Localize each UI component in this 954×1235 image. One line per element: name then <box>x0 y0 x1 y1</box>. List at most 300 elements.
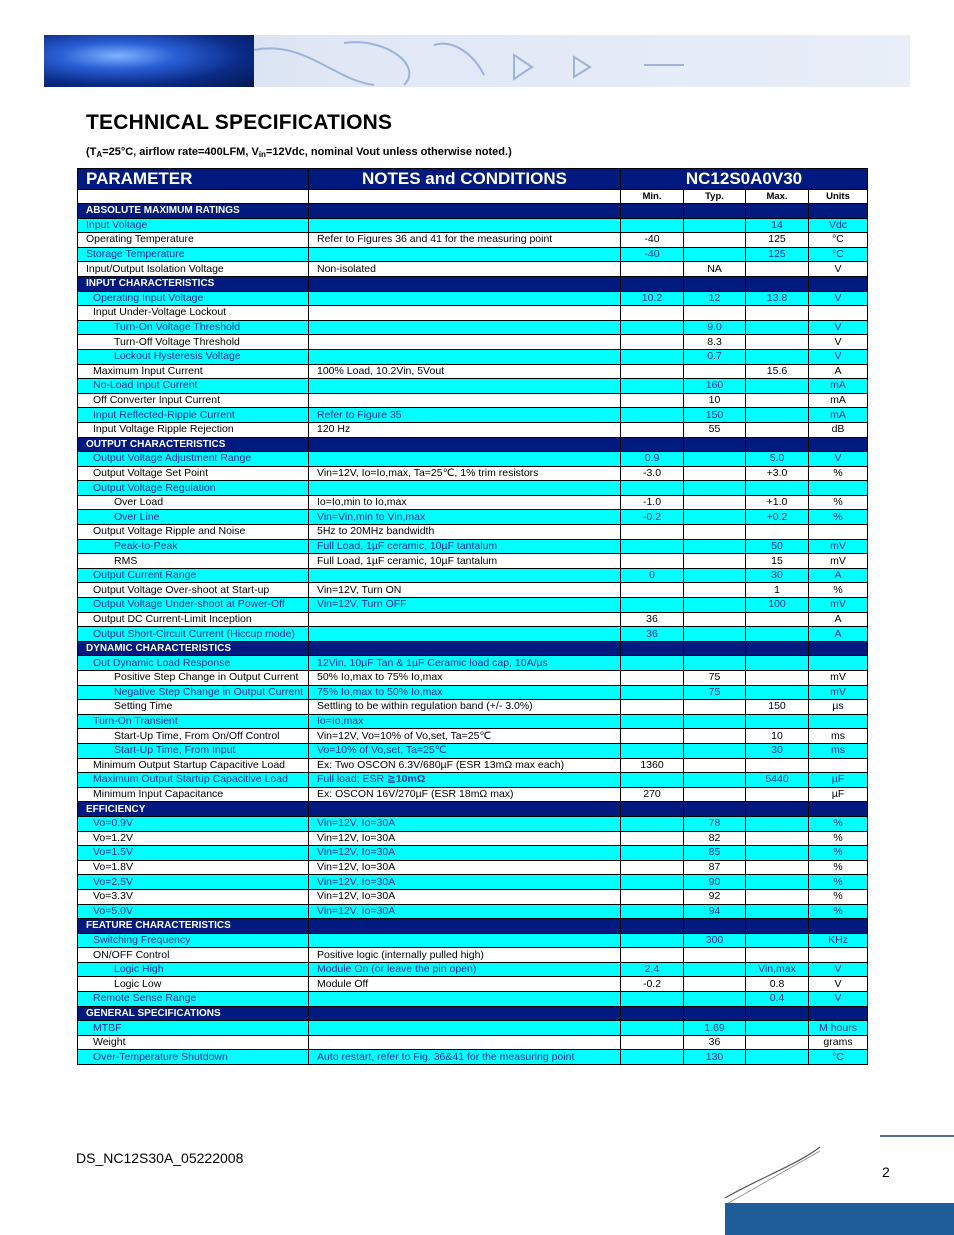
table-header-row <box>78 169 868 190</box>
units-cell: mA <box>809 379 868 394</box>
section-blank-cell <box>684 1006 746 1021</box>
typ-cell: 36 <box>684 1035 746 1050</box>
typ-cell <box>684 218 746 233</box>
table-row <box>78 656 868 671</box>
parameter-cell: Peak-to-Peak <box>78 539 309 554</box>
section-header-row <box>78 204 868 219</box>
max-cell <box>746 685 809 700</box>
notes-cell <box>309 933 621 948</box>
section-blank-cell <box>684 641 746 656</box>
notes-cell: Full Load, 1µF ceramic, 10µF tantalum <box>309 554 621 569</box>
table-row <box>78 291 868 306</box>
max-cell: 15.6 <box>746 364 809 379</box>
notes-cell <box>309 247 621 262</box>
footer-graphic <box>720 1133 954 1235</box>
notes-cell: Vin=12V, Turn OFF <box>309 598 621 613</box>
section-blank-cell <box>621 1006 684 1021</box>
table-row <box>78 787 868 802</box>
section-title: ABSOLUTE MAXIMUM RATINGS <box>78 204 309 219</box>
notes-cell <box>309 773 621 788</box>
min-cell <box>621 743 684 758</box>
notes-cell <box>309 393 621 408</box>
units-cell <box>809 948 868 963</box>
parameter-cell: Vo=3.3V <box>78 889 309 904</box>
units-cell: mV <box>809 539 868 554</box>
units-cell: A <box>809 568 868 583</box>
section-blank-cell <box>684 276 746 291</box>
min-cell <box>621 685 684 700</box>
units-cell: mV <box>809 598 868 613</box>
parameter-cell: Input Voltage Ripple Rejection <box>78 422 309 437</box>
section-blank-cell <box>746 204 809 219</box>
parameter-cell: Logic Low <box>78 977 309 992</box>
min-cell <box>621 335 684 350</box>
notes-cell <box>309 291 621 306</box>
parameter-cell: Operating Input Voltage <box>78 291 309 306</box>
max-cell <box>746 656 809 671</box>
notes-cell: Vin=12V, Io=Io,max, Ta=25℃, 1% trim resistors <box>309 466 621 481</box>
typ-cell: 9.0 <box>684 320 746 335</box>
section-title: GENERAL SPECIFICATIONS <box>78 1006 309 1021</box>
notes-bold-text: 10mΩ <box>395 773 426 786</box>
units-cell: V <box>809 977 868 992</box>
parameter-cell: Output Voltage Over-shoot at Start-up <box>78 583 309 598</box>
parameter-cell: Input/Output Isolation Voltage <box>78 262 309 277</box>
table-row <box>78 306 868 321</box>
table-row <box>78 1050 868 1065</box>
min-cell <box>621 671 684 686</box>
parameter-cell: Positive Step Change in Output Current <box>78 671 309 686</box>
units-cell: °C <box>809 233 868 248</box>
min-cell <box>621 933 684 948</box>
table-row <box>78 422 868 437</box>
table-row <box>78 977 868 992</box>
table-row <box>78 320 868 335</box>
notes-cell: Module On (or leave the pin open) <box>309 962 621 977</box>
max-cell: 5.0 <box>746 452 809 467</box>
min-cell: 0.9 <box>621 452 684 467</box>
max-cell: 13.8 <box>746 291 809 306</box>
section-blank-cell <box>309 802 621 817</box>
notes-cell: 75% Io,max to 50% Io,max <box>309 685 621 700</box>
min-cell: -40 <box>621 233 684 248</box>
min-cell <box>621 320 684 335</box>
notes-cell: Io=Io,max <box>309 714 621 729</box>
table-row <box>78 948 868 963</box>
table-row <box>78 671 868 686</box>
units-cell: A <box>809 612 868 627</box>
max-cell <box>746 904 809 919</box>
parameter-cell: Vo=2.5V <box>78 875 309 890</box>
table-row <box>78 962 868 977</box>
units-cell: M hours <box>809 1021 868 1036</box>
section-blank-cell <box>746 1006 809 1021</box>
notes-cell: Refer to Figure 35 <box>309 408 621 423</box>
notes-cell: Ex: OSCON 16V/270µF (ESR 18mΩ max) <box>309 787 621 802</box>
section-header-row <box>78 919 868 934</box>
typ-cell <box>684 598 746 613</box>
notes-cell <box>309 1021 621 1036</box>
notes-cell <box>309 1035 621 1050</box>
min-cell: 0 <box>621 568 684 583</box>
parameter-cell: Vo=1.5V <box>78 846 309 861</box>
parameter-cell: MTBF <box>78 1021 309 1036</box>
table-row <box>78 1021 868 1036</box>
units-cell <box>809 758 868 773</box>
section-blank-cell <box>684 919 746 934</box>
units-cell: KHz <box>809 933 868 948</box>
notes-cell <box>309 218 621 233</box>
min-cell <box>621 539 684 554</box>
units-cell: ms <box>809 743 868 758</box>
notes-cell: Vin=12V, Io=30A <box>309 860 621 875</box>
parameter-cell: Out Dynamic Load Response <box>78 656 309 671</box>
table-row <box>78 700 868 715</box>
table-row <box>78 889 868 904</box>
section-blank-cell <box>746 919 809 934</box>
parameter-cell: Turn-On Voltage Threshold <box>78 320 309 335</box>
max-cell <box>746 1021 809 1036</box>
section-blank-cell <box>809 204 868 219</box>
parameter-cell: Over Line <box>78 510 309 525</box>
section-blank-cell <box>809 641 868 656</box>
parameter-cell: Operating Temperature <box>78 233 309 248</box>
parameter-cell: Maximum Output Startup Capacitive Load <box>78 773 309 788</box>
section-blank-cell <box>309 276 621 291</box>
typ-cell <box>684 510 746 525</box>
table-row <box>78 379 868 394</box>
typ-cell: 94 <box>684 904 746 919</box>
min-cell <box>621 379 684 394</box>
banner-decoration <box>44 35 910 87</box>
max-cell: 50 <box>746 539 809 554</box>
typ-cell: 1.69 <box>684 1021 746 1036</box>
max-cell: 0.8 <box>746 977 809 992</box>
section-blank-cell <box>309 919 621 934</box>
table-row <box>78 627 868 642</box>
typ-cell <box>684 787 746 802</box>
notes-cell: Vin=12V, Vo=10% of Vo,set, Ta=25℃ <box>309 729 621 744</box>
units-cell: % <box>809 583 868 598</box>
units-cell: % <box>809 466 868 481</box>
parameter-cell: Over Load <box>78 495 309 510</box>
max-cell: 1 <box>746 583 809 598</box>
max-cell: 100 <box>746 598 809 613</box>
table-row <box>78 233 868 248</box>
units-cell: Vdc <box>809 218 868 233</box>
min-cell <box>621 889 684 904</box>
units-cell: V <box>809 349 868 364</box>
typ-cell <box>684 247 746 262</box>
units-cell: V <box>809 262 868 277</box>
min-cell <box>621 700 684 715</box>
parameter-cell: Input Reflected-Ripple Current <box>78 408 309 423</box>
max-cell: +0.2 <box>746 510 809 525</box>
section-blank-cell <box>309 641 621 656</box>
units-cell: A <box>809 627 868 642</box>
header-model: NC12S0A0V30 <box>621 169 868 190</box>
table-row <box>78 452 868 467</box>
table-row <box>78 218 868 233</box>
units-cell: A <box>809 364 868 379</box>
typ-cell <box>684 539 746 554</box>
typ-cell <box>684 729 746 744</box>
notes-cell: 12Vin, 10µF Tan & 1µF Ceramic load cap, 10A/µs <box>309 656 621 671</box>
table-row <box>78 393 868 408</box>
max-cell: 0.4 <box>746 992 809 1007</box>
max-cell <box>746 422 809 437</box>
notes-cell: Vin=12V, Io=30A <box>309 889 621 904</box>
max-cell: +1.0 <box>746 495 809 510</box>
parameter-cell: Start-Up Time, From Input <box>78 743 309 758</box>
min-cell <box>621 714 684 729</box>
notes-cell <box>309 481 621 496</box>
notes-cell: Non-isolated <box>309 262 621 277</box>
section-blank-cell <box>809 437 868 452</box>
max-cell <box>746 846 809 861</box>
header-notes: NOTES and CONDITIONS <box>309 169 621 190</box>
units-cell <box>809 656 868 671</box>
table-row <box>78 612 868 627</box>
parameter-cell: Start-Up Time, From On/Off Control <box>78 729 309 744</box>
table-row <box>78 568 868 583</box>
max-cell <box>746 379 809 394</box>
page-number: 2 <box>882 1164 890 1180</box>
section-blank-cell <box>621 919 684 934</box>
typ-cell <box>684 962 746 977</box>
typ-cell <box>684 773 746 788</box>
notes-cell <box>309 349 621 364</box>
section-blank-cell <box>746 276 809 291</box>
max-cell <box>746 875 809 890</box>
min-cell <box>621 554 684 569</box>
units-cell: mV <box>809 554 868 569</box>
table-row <box>78 758 868 773</box>
typ-cell: 75 <box>684 671 746 686</box>
min-cell <box>621 262 684 277</box>
units-cell: V <box>809 320 868 335</box>
units-cell <box>809 306 868 321</box>
min-cell <box>621 393 684 408</box>
parameter-cell: Turn-On Transient <box>78 714 309 729</box>
typ-cell: 90 <box>684 875 746 890</box>
typ-cell <box>684 554 746 569</box>
parameter-cell: Lockout Hysteresis Voltage <box>78 349 309 364</box>
typ-cell: 12 <box>684 291 746 306</box>
max-cell: +3.0 <box>746 466 809 481</box>
min-cell: 36 <box>621 612 684 627</box>
units-cell: µF <box>809 787 868 802</box>
max-cell <box>746 481 809 496</box>
table-row <box>78 481 868 496</box>
typ-cell: 130 <box>684 1050 746 1065</box>
typ-cell: 87 <box>684 860 746 875</box>
units-cell <box>809 525 868 540</box>
parameter-cell: Output Voltage Set Point <box>78 466 309 481</box>
table-row <box>78 262 868 277</box>
header-min: Min. <box>621 190 684 204</box>
units-cell: °C <box>809 247 868 262</box>
typ-cell <box>684 495 746 510</box>
notes-cell <box>309 627 621 642</box>
max-cell: 14 <box>746 218 809 233</box>
section-blank-cell <box>621 276 684 291</box>
max-cell: 30 <box>746 568 809 583</box>
min-cell <box>621 656 684 671</box>
notes-cell <box>309 335 621 350</box>
max-cell <box>746 349 809 364</box>
table-row <box>78 685 868 700</box>
units-cell <box>809 714 868 729</box>
units-cell: dB <box>809 422 868 437</box>
units-cell: µs <box>809 700 868 715</box>
typ-cell <box>684 612 746 627</box>
section-blank-cell <box>809 919 868 934</box>
typ-cell <box>684 525 746 540</box>
max-cell: 5440 <box>746 773 809 788</box>
parameter-cell: Maximum Input Current <box>78 364 309 379</box>
table-row <box>78 846 868 861</box>
max-cell <box>746 758 809 773</box>
max-cell <box>746 306 809 321</box>
document-id: DS_NC12S30A_05222008 <box>76 1150 244 1166</box>
min-cell <box>621 992 684 1007</box>
units-cell: % <box>809 510 868 525</box>
table-row <box>78 743 868 758</box>
spec-table <box>77 168 868 1065</box>
min-cell: -1.0 <box>621 495 684 510</box>
max-cell <box>746 262 809 277</box>
min-cell <box>621 948 684 963</box>
parameter-cell: ON/OFF Control <box>78 948 309 963</box>
notes-cell: Settling to be within regulation band (+/- 3.0%) <box>309 700 621 715</box>
min-cell <box>621 598 684 613</box>
typ-cell: 0.7 <box>684 349 746 364</box>
units-cell: mV <box>809 671 868 686</box>
table-row <box>78 466 868 481</box>
typ-cell <box>684 743 746 758</box>
typ-cell <box>684 700 746 715</box>
section-blank-cell <box>621 204 684 219</box>
units-cell: % <box>809 816 868 831</box>
max-cell <box>746 671 809 686</box>
min-cell: 2.4 <box>621 962 684 977</box>
typ-cell <box>684 948 746 963</box>
typ-cell <box>684 977 746 992</box>
min-cell: -3.0 <box>621 466 684 481</box>
max-cell: 125 <box>746 247 809 262</box>
parameter-cell: Negative Step Change in Output Current <box>78 685 309 700</box>
notes-cell: 120 Hz <box>309 422 621 437</box>
units-cell: °C <box>809 1050 868 1065</box>
parameter-cell: Logic High <box>78 962 309 977</box>
table-row <box>78 364 868 379</box>
section-blank-cell <box>684 802 746 817</box>
min-cell <box>621 831 684 846</box>
units-cell: V <box>809 962 868 977</box>
max-cell <box>746 627 809 642</box>
notes-cell: Vo=10% of Vo,set, Ta=25℃ <box>309 743 621 758</box>
notes-cell: Vin=12V, Io=30A <box>309 846 621 861</box>
typ-cell: 78 <box>684 816 746 831</box>
min-cell <box>621 1021 684 1036</box>
min-cell <box>621 860 684 875</box>
typ-cell <box>684 583 746 598</box>
max-cell <box>746 1050 809 1065</box>
parameter-cell: Output Short-Circuit Current (Hiccup mode) <box>78 627 309 642</box>
max-cell: 15 <box>746 554 809 569</box>
header-banner <box>44 35 910 87</box>
max-cell <box>746 933 809 948</box>
parameter-cell: Output Voltage Ripple and Noise <box>78 525 309 540</box>
max-cell <box>746 889 809 904</box>
units-cell: V <box>809 291 868 306</box>
min-cell <box>621 218 684 233</box>
parameter-cell: Weight <box>78 1035 309 1050</box>
section-title: DYNAMIC CHARACTERISTICS <box>78 641 309 656</box>
units-header-blank <box>78 190 309 204</box>
notes-cell: 5Hz to 20MHz bandwidth <box>309 525 621 540</box>
parameter-cell: Minimum Input Capacitance <box>78 787 309 802</box>
section-header-row <box>78 802 868 817</box>
header-max: Max. <box>746 190 809 204</box>
max-cell <box>746 525 809 540</box>
max-cell <box>746 860 809 875</box>
notes-cell: Refer to Figures 36 and 41 for the measuring point <box>309 233 621 248</box>
min-cell <box>621 1050 684 1065</box>
parameter-cell: Setting Time <box>78 700 309 715</box>
typ-cell <box>684 306 746 321</box>
parameter-cell: Vo=1.8V <box>78 860 309 875</box>
min-cell: 1360 <box>621 758 684 773</box>
units-cell: % <box>809 831 868 846</box>
typ-cell <box>684 452 746 467</box>
section-blank-cell <box>309 437 621 452</box>
table-row <box>78 773 868 788</box>
min-cell <box>621 583 684 598</box>
section-blank-cell <box>809 276 868 291</box>
section-title: OUTPUT CHARACTERISTICS <box>78 437 309 452</box>
table-row <box>78 860 868 875</box>
typ-cell: 150 <box>684 408 746 423</box>
typ-cell: 82 <box>684 831 746 846</box>
table-row <box>78 349 868 364</box>
typ-cell <box>684 656 746 671</box>
table-row <box>78 554 868 569</box>
parameter-cell: No-Load Input Current <box>78 379 309 394</box>
min-cell <box>621 481 684 496</box>
min-cell: -0.2 <box>621 510 684 525</box>
table-row <box>78 875 868 890</box>
notes-cell <box>309 452 621 467</box>
parameter-cell: Output Voltage Adjustment Range <box>78 452 309 467</box>
typ-cell: 75 <box>684 685 746 700</box>
table-row <box>78 408 868 423</box>
min-cell <box>621 816 684 831</box>
min-cell <box>621 729 684 744</box>
max-cell: 150 <box>746 700 809 715</box>
section-blank-cell <box>309 204 621 219</box>
table-row <box>78 525 868 540</box>
units-cell: mA <box>809 408 868 423</box>
section-blank-cell <box>746 437 809 452</box>
min-cell <box>621 1035 684 1050</box>
table-row <box>78 729 868 744</box>
min-cell: -0.2 <box>621 977 684 992</box>
section-blank-cell <box>309 1006 621 1021</box>
min-cell <box>621 525 684 540</box>
section-header-row <box>78 437 868 452</box>
